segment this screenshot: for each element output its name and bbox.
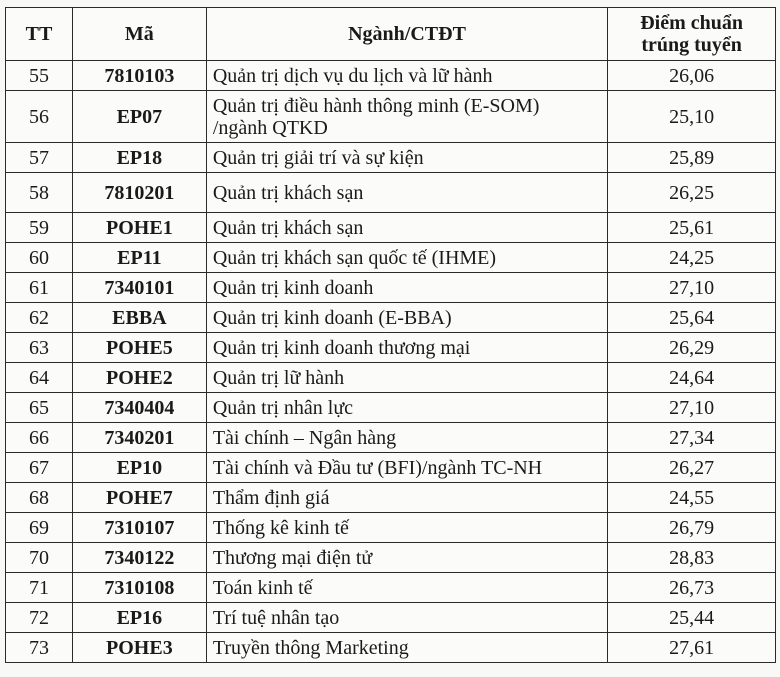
table-row [6,453,776,483]
cell-ma: 7340404 [72,393,206,423]
cell-tt: 55 [6,61,73,91]
admission-scores-table [5,7,776,663]
cell-tt: 60 [6,243,73,273]
table-row [6,213,776,243]
table-row [6,61,776,91]
cell-tt: 65 [6,393,73,423]
cell-diem: 26,73 [608,573,776,603]
table-row [6,243,776,273]
cell-tt: 61 [6,273,73,303]
cell-tt: 62 [6,303,73,333]
table-row [6,173,776,213]
header-nganh: Ngành/CTĐT [206,8,607,61]
table-row [6,143,776,173]
cell-diem: 26,27 [608,453,776,483]
cell-nganh: Trí tuệ nhân tạo [206,603,607,633]
cell-nganh: Tài chính – Ngân hàng [206,423,607,453]
table-row [6,333,776,363]
cell-ma: EBBA [72,303,206,333]
cell-nganh: Thẩm định giá [206,483,607,513]
cell-diem: 25,10 [608,91,776,143]
cell-tt: 64 [6,363,73,393]
cell-diem: 25,64 [608,303,776,333]
header-diem-line1: Điểm chuẩn [640,12,743,34]
cell-nganh: Quản trị giải trí và sự kiện [206,143,607,173]
cell-tt: 57 [6,143,73,173]
cell-tt: 67 [6,453,73,483]
table-row [6,543,776,573]
cell-ma: EP07 [72,91,206,143]
cell-tt: 71 [6,573,73,603]
cell-ma: 7340201 [72,423,206,453]
cell-nganh: Quản trị kinh doanh (E-BBA) [206,303,607,333]
cell-ma: POHE7 [72,483,206,513]
cell-ma: POHE2 [72,363,206,393]
cell-ma: POHE5 [72,333,206,363]
cell-nganh: Toán kinh tế [206,573,607,603]
table-row [6,303,776,333]
cell-tt: 63 [6,333,73,363]
cell-nganh: Tài chính và Đầu tư (BFI)/ngành TC-NH [206,453,607,483]
cell-nganh: Quản trị khách sạn [206,173,607,213]
cell-tt: 66 [6,423,73,453]
table-row [6,573,776,603]
table-row [6,633,776,663]
cell-diem: 25,61 [608,213,776,243]
cell-tt: 72 [6,603,73,633]
cell-ma: EP11 [72,243,206,273]
cell-diem: 27,61 [608,633,776,663]
cell-nganh: Quản trị lữ hành [206,363,607,393]
header-ma: Mã [72,8,206,61]
cell-nganh: Thương mại điện tử [206,543,607,573]
cell-tt: 73 [6,633,73,663]
cell-nganh: Quản trị dịch vụ du lịch và lữ hành [206,61,607,91]
table-row [6,603,776,633]
cell-diem: 24,55 [608,483,776,513]
cell-ma: 7310108 [72,573,206,603]
cell-tt: 68 [6,483,73,513]
cell-ma: POHE3 [72,633,206,663]
cell-diem: 27,10 [608,273,776,303]
cell-ma: 7810201 [72,173,206,213]
cell-ma: 7340101 [72,273,206,303]
cell-nganh: Quản trị khách sạn [206,213,607,243]
header-diem [608,8,776,61]
table-row [6,393,776,423]
cell-ma: EP18 [72,143,206,173]
cell-diem: 26,29 [608,333,776,363]
table-row [6,91,776,143]
table-row [6,363,776,393]
cell-diem: 26,79 [608,513,776,543]
header-diem-line2: trúng tuyển [641,34,742,56]
cell-ma: EP10 [72,453,206,483]
header-tt: TT [6,8,73,61]
cell-tt: 69 [6,513,73,543]
cell-nganh: Quản trị kinh doanh [206,273,607,303]
table-row [6,423,776,453]
cell-nganh: Quản trị kinh doanh thương mại [206,333,607,363]
cell-nganh: Quản trị nhân lực [206,393,607,423]
cell-diem: 27,10 [608,393,776,423]
cell-nganh-line1: Quản trị điều hành thông minh (E-SOM) [212,94,540,117]
cell-diem: 26,25 [608,173,776,213]
cell-diem: 25,44 [608,603,776,633]
cell-ma: EP16 [72,603,206,633]
cell-diem: 24,64 [608,363,776,393]
cell-diem: 25,89 [608,143,776,173]
cell-tt: 59 [6,213,73,243]
cell-diem: 27,34 [608,423,776,453]
cell-diem: 24,25 [608,243,776,273]
cell-nganh: Thống kê kinh tế [206,513,607,543]
cell-tt: 56 [6,91,73,143]
cell-ma: POHE1 [72,213,206,243]
cell-diem: 28,83 [608,543,776,573]
cell-ma: 7340122 [72,543,206,573]
cell-nganh: Truyền thông Marketing [206,633,607,663]
cell-nganh [206,91,607,143]
cell-tt: 58 [6,173,73,213]
table-row [6,273,776,303]
cell-ma: 7810103 [72,61,206,91]
cell-diem: 26,06 [608,61,776,91]
table-header-row [6,8,776,61]
table-row [6,513,776,543]
table-row [6,483,776,513]
cell-nganh: Quản trị khách sạn quốc tế (IHME) [206,243,607,273]
cell-ma: 7310107 [72,513,206,543]
cell-tt: 70 [6,543,73,573]
cell-nganh-line2: /ngành QTKD [212,116,328,139]
